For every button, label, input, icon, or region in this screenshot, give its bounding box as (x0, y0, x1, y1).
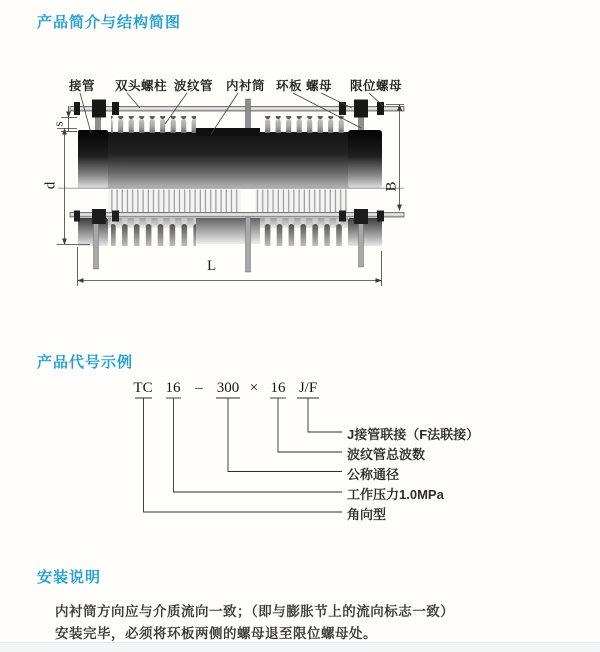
bellows-crests-left (111, 116, 196, 133)
dim-label-d: d (42, 181, 59, 190)
bellows-crests-left-bottom (111, 218, 196, 246)
bellows-crests-right (260, 116, 347, 133)
part-label-inner-liner: 内衬筒 (226, 79, 266, 93)
dim-label-s: s (50, 121, 66, 127)
section-title-code: 产品代号示例 (37, 354, 134, 371)
inner-liner-band (196, 128, 260, 136)
part-label-connecting-pipe: 接管 (69, 79, 96, 93)
part-label-nut: 螺母 (306, 79, 333, 93)
code-part-dash: – (195, 380, 203, 396)
install-note-2: 安装完毕，必须将环板两侧的螺母退至限位螺母处。 (55, 626, 377, 641)
joint-body-bottom (78, 190, 382, 247)
section-title-install: 安装说明 (37, 569, 102, 586)
part-label-limit-nut: 限位螺母 (350, 79, 403, 93)
end-cap-left (78, 130, 108, 188)
dim-label-b: B (383, 181, 400, 192)
callout-nominal-diameter: 公称通径 (347, 466, 400, 482)
dimension-B (383, 105, 404, 211)
callout-working-pressure: 工作压力1.0MPa (347, 487, 444, 502)
code-part-connection: J/F (298, 380, 318, 396)
page-footer-strip (0, 642, 600, 652)
code-part-times: × (249, 380, 259, 396)
part-label-ring-plate: 环板 (276, 79, 303, 93)
joint-body-top (78, 116, 382, 188)
bellows-shell (106, 132, 350, 188)
dimension-L (78, 247, 382, 286)
code-part-waves: 16 (270, 380, 286, 396)
end-cap-right (348, 130, 382, 188)
install-note-1: 内衬筒方向应与介质流向一致；（即与膨胀节上的流向标志一致） (55, 604, 455, 619)
section-title-intro: 产品简介与结构简图 (37, 14, 182, 31)
part-label-double-stud: 双头螺柱 (115, 79, 168, 93)
callout-wave-count: 波纹管总波数 (347, 447, 426, 462)
bellows-stripes (108, 190, 348, 213)
code-part-pressure: 16 (165, 380, 181, 396)
part-label-bellows: 波纹管 (174, 79, 214, 93)
code-part-diameter: 300 (216, 380, 240, 396)
callout-angular-type: 角向型 (347, 507, 387, 522)
dim-label-l: L (207, 258, 217, 274)
callout-connection-type: J接管联接（F法联接） (347, 427, 480, 442)
stud-center (246, 99, 251, 133)
bellows-crests-right-bottom (260, 218, 347, 246)
code-callout-lines (135, 398, 342, 512)
code-part-type: TC (133, 380, 153, 396)
